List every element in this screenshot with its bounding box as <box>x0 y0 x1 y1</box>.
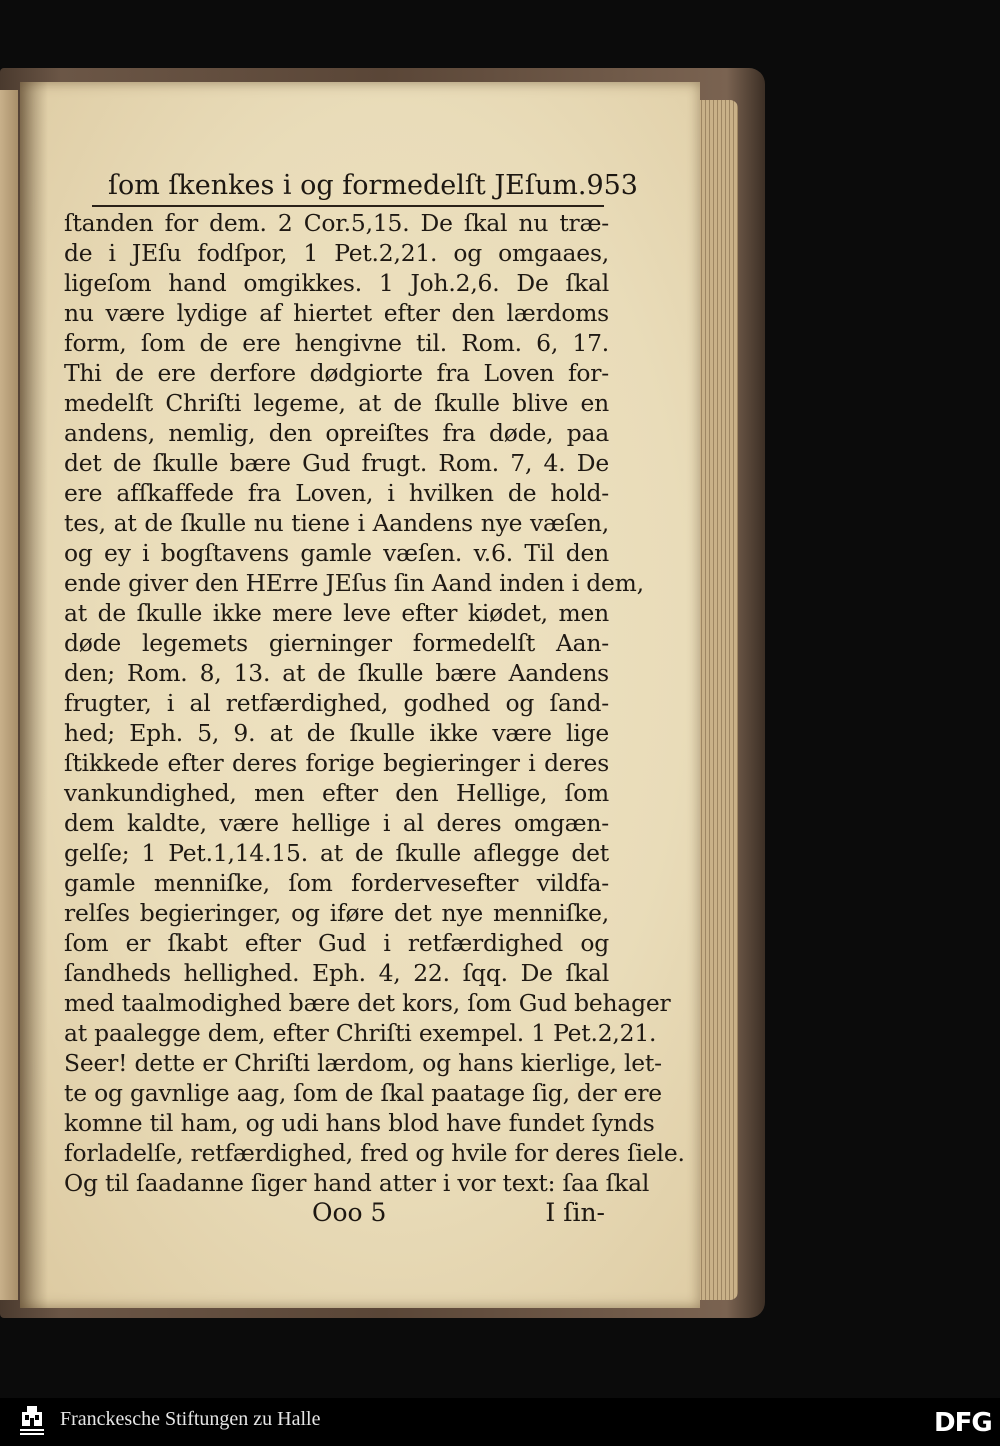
text-line: gelſe; 1 Pet.1,14.15. at de ſkulle aflegge det <box>64 839 609 867</box>
catchword: I ſin- <box>545 1198 605 1227</box>
text-line: dem kaldte, være hellige i al deres omgæn- <box>64 809 609 837</box>
signature-mark: Ooo 5 <box>312 1198 387 1227</box>
text-line: forladelſe, retfærdighed, fred og hvile for deres ſiele. <box>64 1139 685 1167</box>
text-line: Seer! dette er Chriſti lærdom, og hans kierlige, let- <box>64 1049 662 1077</box>
viewer-footer-bar <box>0 1398 1000 1446</box>
text-line: ſom er ſkabt efter Gud i retfærdighed og <box>64 929 609 957</box>
header-rule <box>92 205 604 207</box>
body-text <box>64 208 685 1198</box>
text-line: ende giver den HErre JEſus ſin Aand inden i dem, <box>64 569 644 597</box>
text-line: de i JEſu fodſpor, 1 Pet.2,21. og omgaaes, <box>64 239 609 267</box>
text-line: det de ſkulle bære Gud frugt. Rom. 7, 4. De <box>64 449 609 477</box>
gutter-shadow <box>20 82 48 1308</box>
text-line: Thi de ere derfore dødgiorte fra Loven for- <box>64 359 609 387</box>
text-line: gamle menniſke, ſom fordervesefter vildfa- <box>64 869 609 897</box>
text-line: relſes begieringer, og iføre det nye menniſke, <box>64 899 609 927</box>
text-line: med taalmodighed bære det kors, ſom Gud behager <box>64 989 671 1017</box>
text-line: vankundighed, men efter den Hellige, ſom <box>64 779 609 807</box>
dfg-logo-text: DFG <box>934 1408 992 1438</box>
text-line: tes, at de ſkulle nu tiene i Aandens nye væſen, <box>64 509 609 537</box>
text-line: frugter, i al retfærdighed, godhed og ſand- <box>64 689 609 717</box>
page-footer <box>300 1196 605 1236</box>
text-line: form, ſom de ere hengivne til. Rom. 6, 17. <box>64 329 609 357</box>
running-head: ſom ſkenkes i og formedelſt JEſum. <box>108 170 587 201</box>
text-line: ſtikkede efter deres forige begieringer i deres <box>64 749 609 777</box>
page-number: 953 <box>586 170 638 201</box>
text-line: medelſt Chriſti legeme, at de ſkulle blive en <box>64 389 609 417</box>
text-line: ere afſkaffede fra Loven, i hvilken de hold- <box>64 479 609 507</box>
institution-name[interactable]: Franckesche Stiftungen zu Halle <box>60 1408 321 1430</box>
text-line: andens, nemlig, den opreiſtes fra døde, paa <box>64 419 609 447</box>
text-line: den; Rom. 8, 13. at de ſkulle bære Aandens <box>64 659 609 687</box>
text-line: hed; Eph. 5, 9. at de ſkulle ikke være lige <box>64 719 609 747</box>
text-line: nu være lydige af hiertet efter den lærdoms <box>64 299 609 327</box>
text-line: te og gavnlige aag, ſom de ſkal paatage ſig, der ere <box>64 1079 662 1107</box>
institution-logo-icon[interactable] <box>18 1404 46 1440</box>
text-line: døde legemets gierninger formedelſt Aan- <box>64 629 609 657</box>
text-line: at de ſkulle ikke mere leve efter kiødet, men <box>64 599 609 627</box>
text-line: ſtanden for dem. 2 Cor.5,15. De ſkal nu træ- <box>64 209 609 237</box>
dfg-logo-icon[interactable] <box>934 1406 990 1436</box>
text-line: Og til ſaadanne ſiger hand atter i vor text: ſaa ſkal <box>64 1169 650 1197</box>
text-line: og ey i bogſtavens gamle væſen. v.6. Til den <box>64 539 609 567</box>
text-line: ligeſom hand omgikkes. 1 Joh.2,6. De ſkal <box>64 269 609 297</box>
text-line: komne til ham, og udi hans blod have fundet ſynds <box>64 1109 655 1137</box>
text-line: at paalegge dem, efter Chriſti exempel. 1 Pet.2,21. <box>64 1019 657 1047</box>
facing-page-edge <box>0 90 18 1300</box>
text-line: ſandheds hellighed. Eph. 4, 22. ſqq. De ſkal <box>64 959 609 987</box>
